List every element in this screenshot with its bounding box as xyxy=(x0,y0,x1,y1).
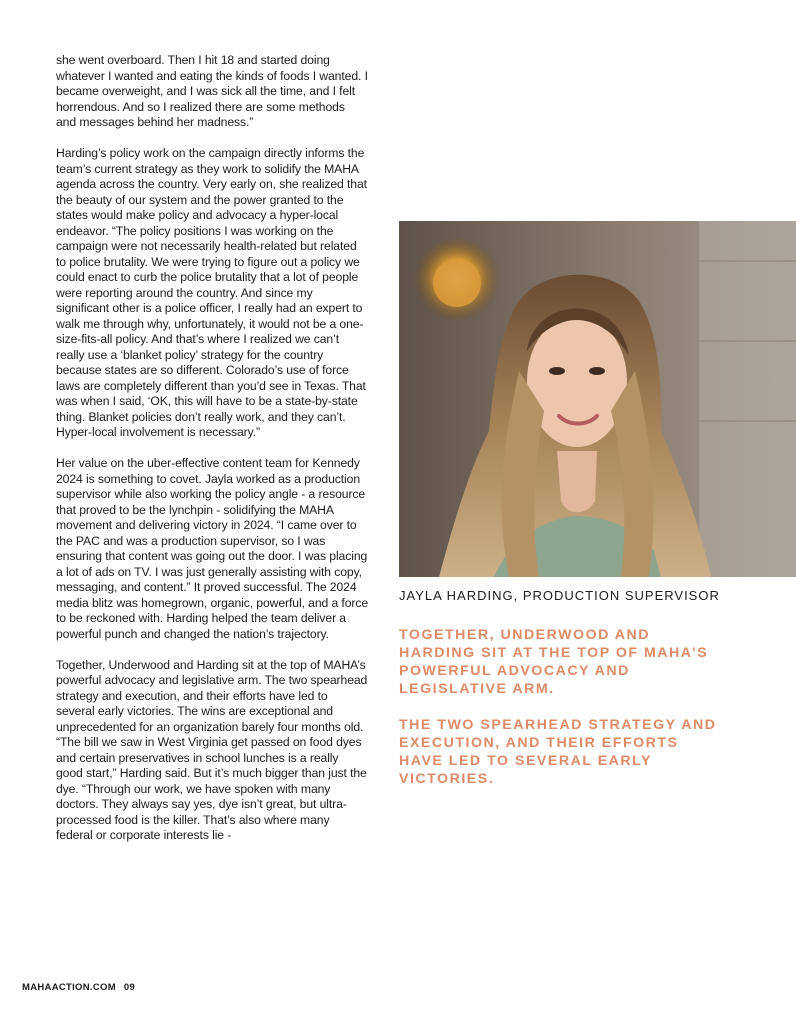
article-paragraph: Together, Underwood and Harding sit at the top of MAHA’s powerful advocacy and legislative arm. The two spearhead strategy and execution, and their efforts have led to several early victories. The wins are exceptional and unprecedented for an organization barely four months old. “The bill we saw in West Virginia get passed on food dyes and certain preservatives in school lunches is a really good start,” Harding said. But it’s much bigger than just the dye. “Through our work, we have spoken with many doctors. They always say yes, dye isn’t great, but ultra-processed food is the killer. That’s also where many federal or corporate interests lie - xyxy=(56,657,368,842)
photo-caption: JAYLA HARDING, PRODUCTION SUPERVISOR xyxy=(399,588,720,603)
article-paragraph: Harding’s policy work on the campaign directly informs the team’s current strategy as they work to solidify the MAHA agenda across the country. Very early on, she realized that the beauty of our system and the power granted to the states would make policy and advocacy a hyper-local endeavor. “The policy positions I was working on the campaign were not necessarily health-related but related to police brutality. We were trying to figure out a policy we could enact to curb the police brutality that a lot of people were reporting around the country. And since my significant other is a police officer, I really had an expert to walk me through why, unfortunately, it would not be a one-size-fits-all policy. And that’s where I realized we can’t really use a ‘blanket policy’ strategy for the country because states are so different. Colorado’s use of force laws are completely different than you’d see in Texas. That was when I said, ‘OK, this will have to be a state-by-state thing. Blanket policies don’t really work, and they can’t. Hyper-local involvement is necessary.” xyxy=(56,146,367,439)
page-footer xyxy=(22,982,135,993)
article-body xyxy=(56,53,368,859)
portrait-photo xyxy=(399,221,796,577)
pull-quote-line: THE TWO SPEARHEAD STRATEGY AND EXECUTION, AND THEIR EFFORTS HAVE LED TO SEVERAL EARLY VICTORIES. xyxy=(399,717,717,787)
article-paragraph: she went overboard. Then I hit 18 and started doing whatever I wanted and eating the kinds of foods I wanted. I became overweight, and I was sick all the time, and I felt horrendous. And so I realized there are some methods and messages behind her madness.” xyxy=(56,53,368,129)
footer-site: MAHAACTION.COM xyxy=(22,982,116,993)
pull-quote-line: TOGETHER, UNDERWOOD AND HARDING SIT AT THE TOP OF MAHA’S POWERFUL ADVOCACY AND LEGISLATIVE ARM. xyxy=(399,627,709,697)
article-paragraph: Her value on the uber-effective content team for Kennedy 2024 is something to covet. Jayla worked as a production supervisor while also working the policy angle - a resource that proved to be the lynchpin - solidifying the MAHA movement and delivering victory in 2024. “I came over to the PAC and was a production supervisor, so I was ensuring that content was going out the door. I was placing a lot of ads on TV. I was just generally assisting with copy, messaging, and content.” It proved successful. The 2024 media blitz was homegrown, organic, powerful, and a force to be reckoned with. Harding helped the team deliver a powerful punch and changed the nation’s trajectory. xyxy=(56,456,369,641)
pull-quote xyxy=(399,626,719,806)
portrait-illustration xyxy=(399,221,796,577)
page-number: 09 xyxy=(123,982,136,993)
